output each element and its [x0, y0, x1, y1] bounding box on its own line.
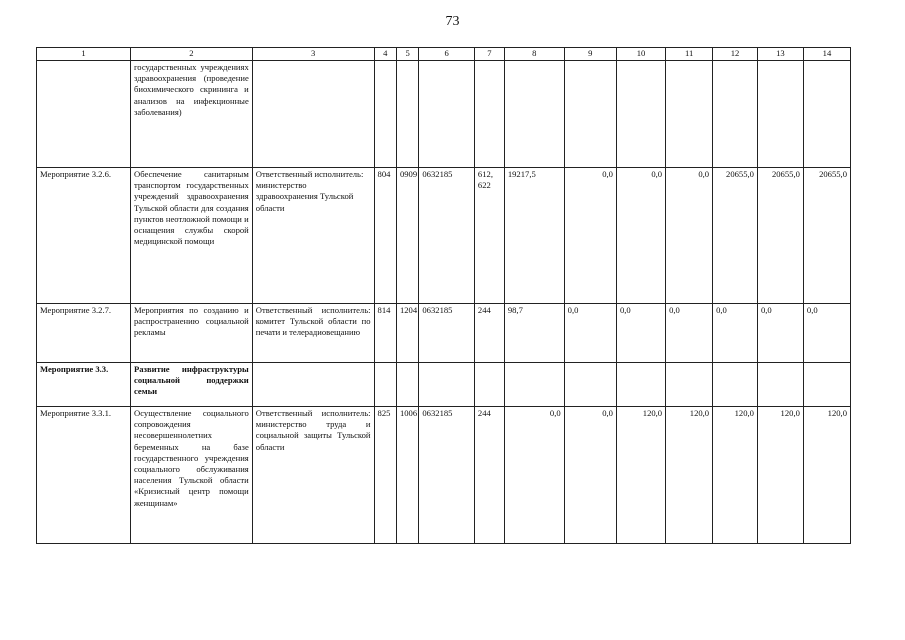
cell-v5: 1204 — [396, 304, 418, 363]
column-header: 7 — [474, 48, 504, 61]
cell-v8: 0,0 — [504, 407, 564, 544]
cell-v8: 98,7 — [504, 304, 564, 363]
cell-v7: 244 — [474, 304, 504, 363]
column-header: 12 — [713, 48, 758, 61]
activity-executor — [252, 61, 374, 168]
program-table — [36, 47, 851, 544]
cell-v7: 244 — [474, 407, 504, 544]
cell-v5 — [396, 363, 418, 407]
cell-v13: 20655,0 — [757, 168, 803, 304]
cell-v4: 814 — [374, 304, 396, 363]
column-header: 10 — [616, 48, 665, 61]
column-header: 11 — [666, 48, 713, 61]
cell-v5 — [396, 61, 418, 168]
column-header: 14 — [803, 48, 850, 61]
cell-v13 — [757, 363, 803, 407]
cell-v14: 20655,0 — [803, 168, 850, 304]
column-header: 9 — [564, 48, 616, 61]
table-row — [37, 61, 851, 168]
column-header: 13 — [757, 48, 803, 61]
column-header: 1 — [37, 48, 131, 61]
page-number: 73 — [445, 14, 460, 29]
cell-v10: 0,0 — [616, 168, 665, 304]
cell-v8 — [504, 61, 564, 168]
activity-description: Развитие инфраструктуры социальной поддержки семьи — [131, 363, 253, 407]
cell-v4 — [374, 363, 396, 407]
cell-v8: 19217,5 — [504, 168, 564, 304]
cell-v11: 0,0 — [666, 304, 713, 363]
activity-name: Мероприятие 3.3.1. — [37, 407, 131, 544]
cell-v9 — [564, 363, 616, 407]
cell-v4 — [374, 61, 396, 168]
activity-description: Мероприятия по созданию и распространению социальной рекламы — [131, 304, 253, 363]
column-header: 2 — [131, 48, 253, 61]
cell-v12: 20655,0 — [713, 168, 758, 304]
cell-v13 — [757, 61, 803, 168]
cell-v14 — [803, 363, 850, 407]
cell-v11: 0,0 — [666, 168, 713, 304]
activity-description: Обеспечение санитарным транспортом государственных учреждений здравоохранения Тульской области для создания пунктов неотложной помощи и оснащения службы скорой медицинской помощи — [131, 168, 253, 304]
cell-v5: 1006 — [396, 407, 418, 544]
cell-v11 — [666, 61, 713, 168]
activity-name — [37, 61, 131, 168]
cell-v12: 120,0 — [713, 407, 758, 544]
table-row — [37, 168, 851, 304]
cell-v11 — [666, 363, 713, 407]
cell-v12 — [713, 61, 758, 168]
cell-v4: 804 — [374, 168, 396, 304]
table-row — [37, 304, 851, 363]
activity-name: Мероприятие 3.2.7. — [37, 304, 131, 363]
activity-executor: Ответственный исполнитель: комитет Тульской области по печати и телерадиовещанию — [252, 304, 374, 363]
table-row — [37, 407, 851, 544]
activity-name: Мероприятие 3.3. — [37, 363, 131, 407]
cell-v6: 0632185 — [419, 304, 475, 363]
column-header: 6 — [419, 48, 475, 61]
cell-v12 — [713, 363, 758, 407]
cell-v9: 0,0 — [564, 168, 616, 304]
cell-v9: 0,0 — [564, 304, 616, 363]
cell-v14: 120,0 — [803, 407, 850, 544]
cell-v6: 0632185 — [419, 407, 475, 544]
column-header: 4 — [374, 48, 396, 61]
activity-name: Мероприятие 3.2.6. — [37, 168, 131, 304]
cell-v8 — [504, 363, 564, 407]
cell-v4: 825 — [374, 407, 396, 544]
cell-v10: 120,0 — [616, 407, 665, 544]
cell-v13: 120,0 — [757, 407, 803, 544]
cell-v9 — [564, 61, 616, 168]
cell-v14: 0,0 — [803, 304, 850, 363]
activity-executor: Ответственный исполнитель: министерство труда и социальной защиты Тульской области — [252, 407, 374, 544]
activity-description: государственных учреждениях здравоохранения (проведение биохимического скрининга и анализов на инфекционные заболевания) — [131, 61, 253, 168]
cell-v10 — [616, 61, 665, 168]
cell-v11: 120,0 — [666, 407, 713, 544]
cell-v10: 0,0 — [616, 304, 665, 363]
activity-executor — [252, 363, 374, 407]
cell-v10 — [616, 363, 665, 407]
column-header: 8 — [504, 48, 564, 61]
cell-v14 — [803, 61, 850, 168]
cell-v13: 0,0 — [757, 304, 803, 363]
column-header: 3 — [252, 48, 374, 61]
cell-v12: 0,0 — [713, 304, 758, 363]
cell-v6 — [419, 61, 475, 168]
cell-v6: 0632185 — [419, 168, 475, 304]
cell-v7 — [474, 363, 504, 407]
cell-v5: 0909 — [396, 168, 418, 304]
header-row — [37, 48, 851, 61]
table-row — [37, 363, 851, 407]
cell-v7: 612, 622 — [474, 168, 504, 304]
cell-v9: 0,0 — [564, 407, 616, 544]
activity-executor: Ответственный исполнитель: министерство здравоохранения Тульской области — [252, 168, 374, 304]
cell-v7 — [474, 61, 504, 168]
column-header: 5 — [396, 48, 418, 61]
cell-v6 — [419, 363, 475, 407]
activity-description: Осуществление социального сопровождения несовершеннолетних беременных на базе государственного учреждения социального обслуживания населения Тульской области «Кризисный центр помощи женщинам» — [131, 407, 253, 544]
